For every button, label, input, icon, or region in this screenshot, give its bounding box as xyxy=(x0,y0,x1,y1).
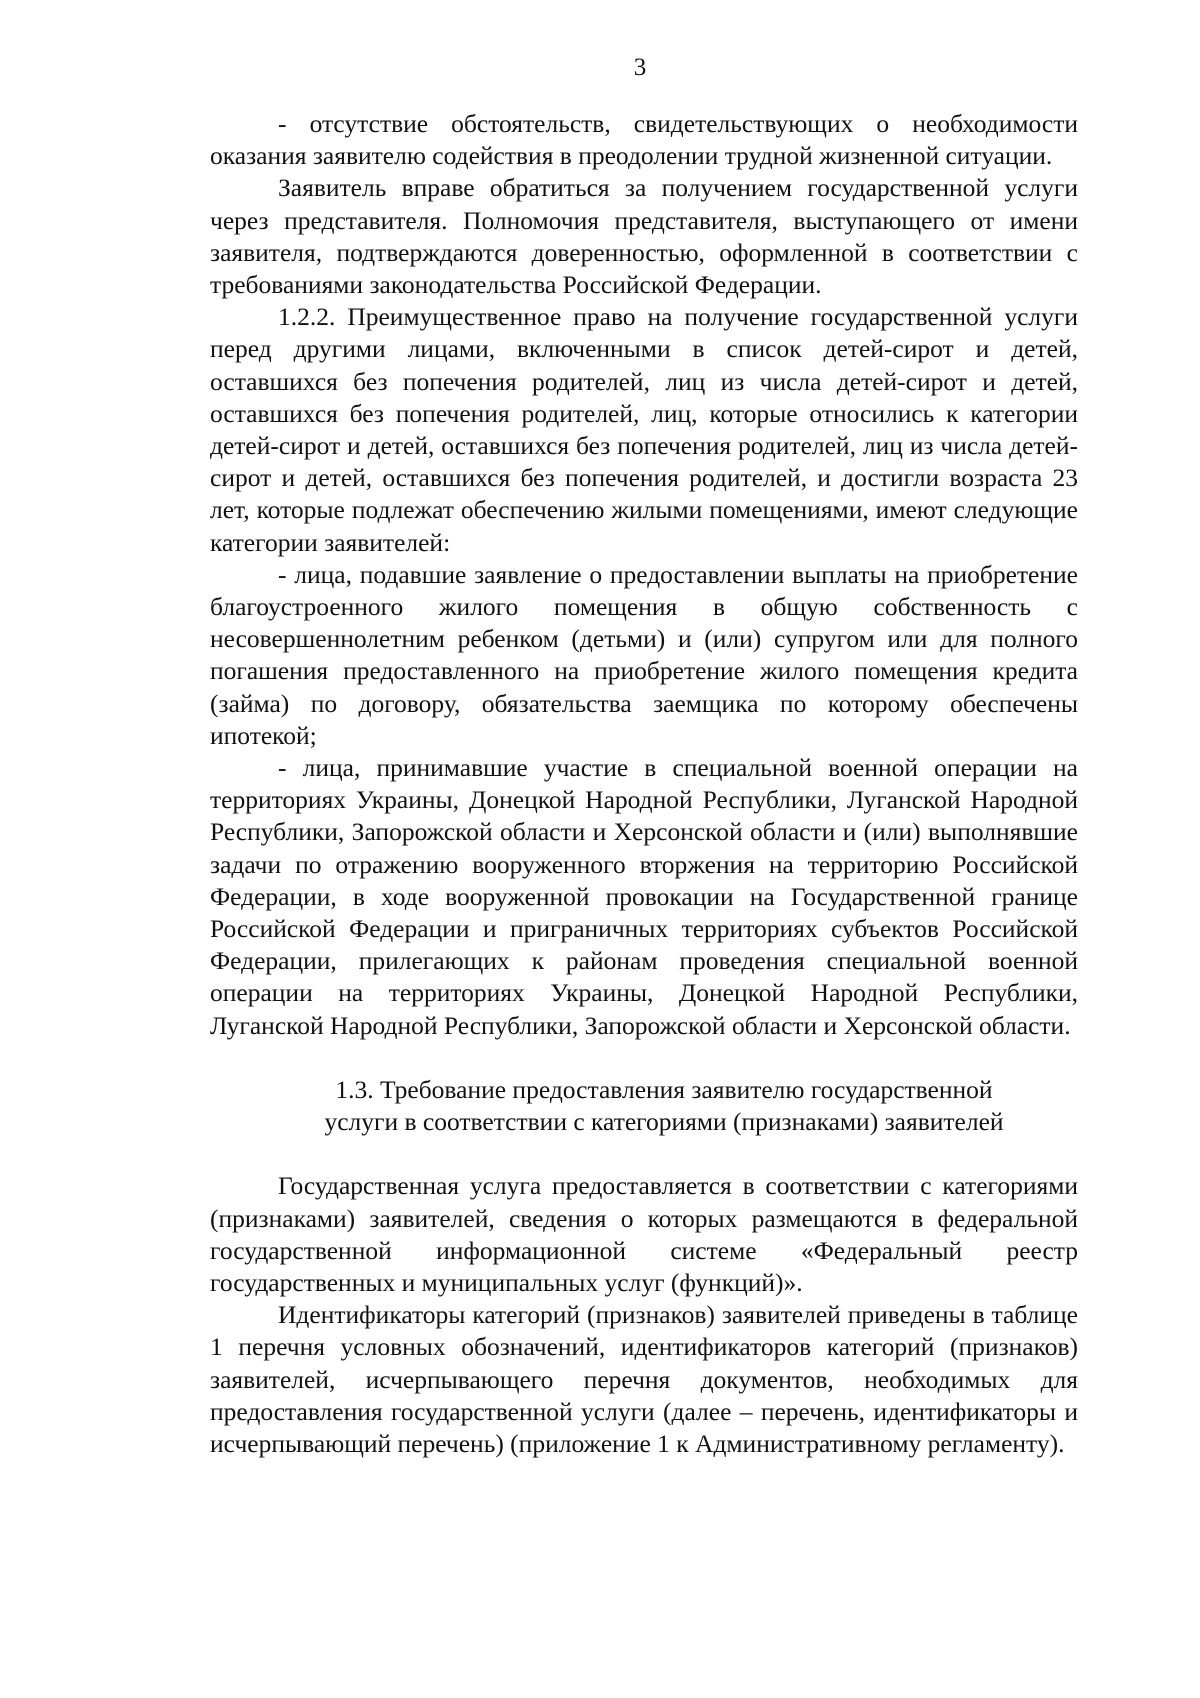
page-number: 3 xyxy=(633,54,647,81)
section-heading-line-1: 1.3. Требование предоставления заявителю государственной xyxy=(335,1074,993,1104)
paragraph-payment-applicants: - лица, подавшие заявление о предоставлении выплаты на приобретение благоустроенного жилого помещения в общую собственность с несовершеннолетним ребенком (детьми) и (или) супругом или для полного погашения предоставленного на приобретение жилого помещения кредита (займа) по договору, обязательства заемщика по которому обеспечены ипотекой; xyxy=(210,559,1078,750)
paragraph-military-participants: - лица, принимавшие участие в специальной военной операции на территориях Украины, Донецкой Народной Республики, Луганской Народной Республики, Запорожской области и Херсонской области и (или) выполнявшие задачи по отражению вооруженного вторжения на территорию Российской Федерации, в ходе вооруженной провокации на Государственной границе Российской Федерации и приграничных территориях субъектов Российской Федерации, прилегающих к районам проведения специальной военной операции на территориях Украины, Донецкой Народной Республики, Луганской Народной Республики, Запорожской области и Херсонской области. xyxy=(210,753,1078,1040)
paragraph-representative: Заявитель вправе обратиться за получением государственной услуги через представителя. Полномочия представителя, выступающего от имени заявителя, подтверждаются доверенностью, оформленной в соответствии с требованиями законодательства Российской Федерации. xyxy=(210,173,1078,300)
paragraph-no-circumstances: - отсутствие обстоятельств, свидетельствующих о необходимости оказания заявителю содействия в преодолении трудной жизненной ситуации. xyxy=(210,109,1078,171)
paragraph-priority-right: 1.2.2. Преимущественное право на получение государственной услуги перед другими лицами, включенными в список детей-сирот и детей, оставшихся без попечения родителей, лиц из числа детей-сирот и детей, оставшихся без попечения родителей, лиц, которые относились к категории детей-сирот и детей, оставшихся без попечения родителей, лиц из числа детей-сирот и детей, оставшихся без попечения родителей, и достигли возраста 23 лет, которые подлежат обеспечению жилыми помещениями, имеют следующие категории заявителей: xyxy=(210,302,1078,557)
section-heading-line-2: услуги в соответствии с категориями (признаками) заявителей xyxy=(324,1107,1004,1137)
document-body xyxy=(210,108,1078,1460)
paragraph-identifiers: Идентификаторы категорий (признаков) заявителей приведены в таблице 1 перечня условных обозначений, идентификаторов категорий (признаков) заявителей, исчерпывающего перечня документов, необходимых для предоставления государственной услуги (далее – перечень, идентификаторы и исчерпывающий перечень) (приложение 1 к Административному регламенту). xyxy=(210,1300,1078,1458)
paragraph-service-categories: Государственная услуга предоставляется в соответствии с категориями (признаками) заявителей, сведения о которых размещаются в федеральной государственной информационной системе «Федеральный реестр государственных и муниципальных услуг (функций)». xyxy=(210,1171,1078,1297)
section-heading xyxy=(210,1074,1078,1138)
